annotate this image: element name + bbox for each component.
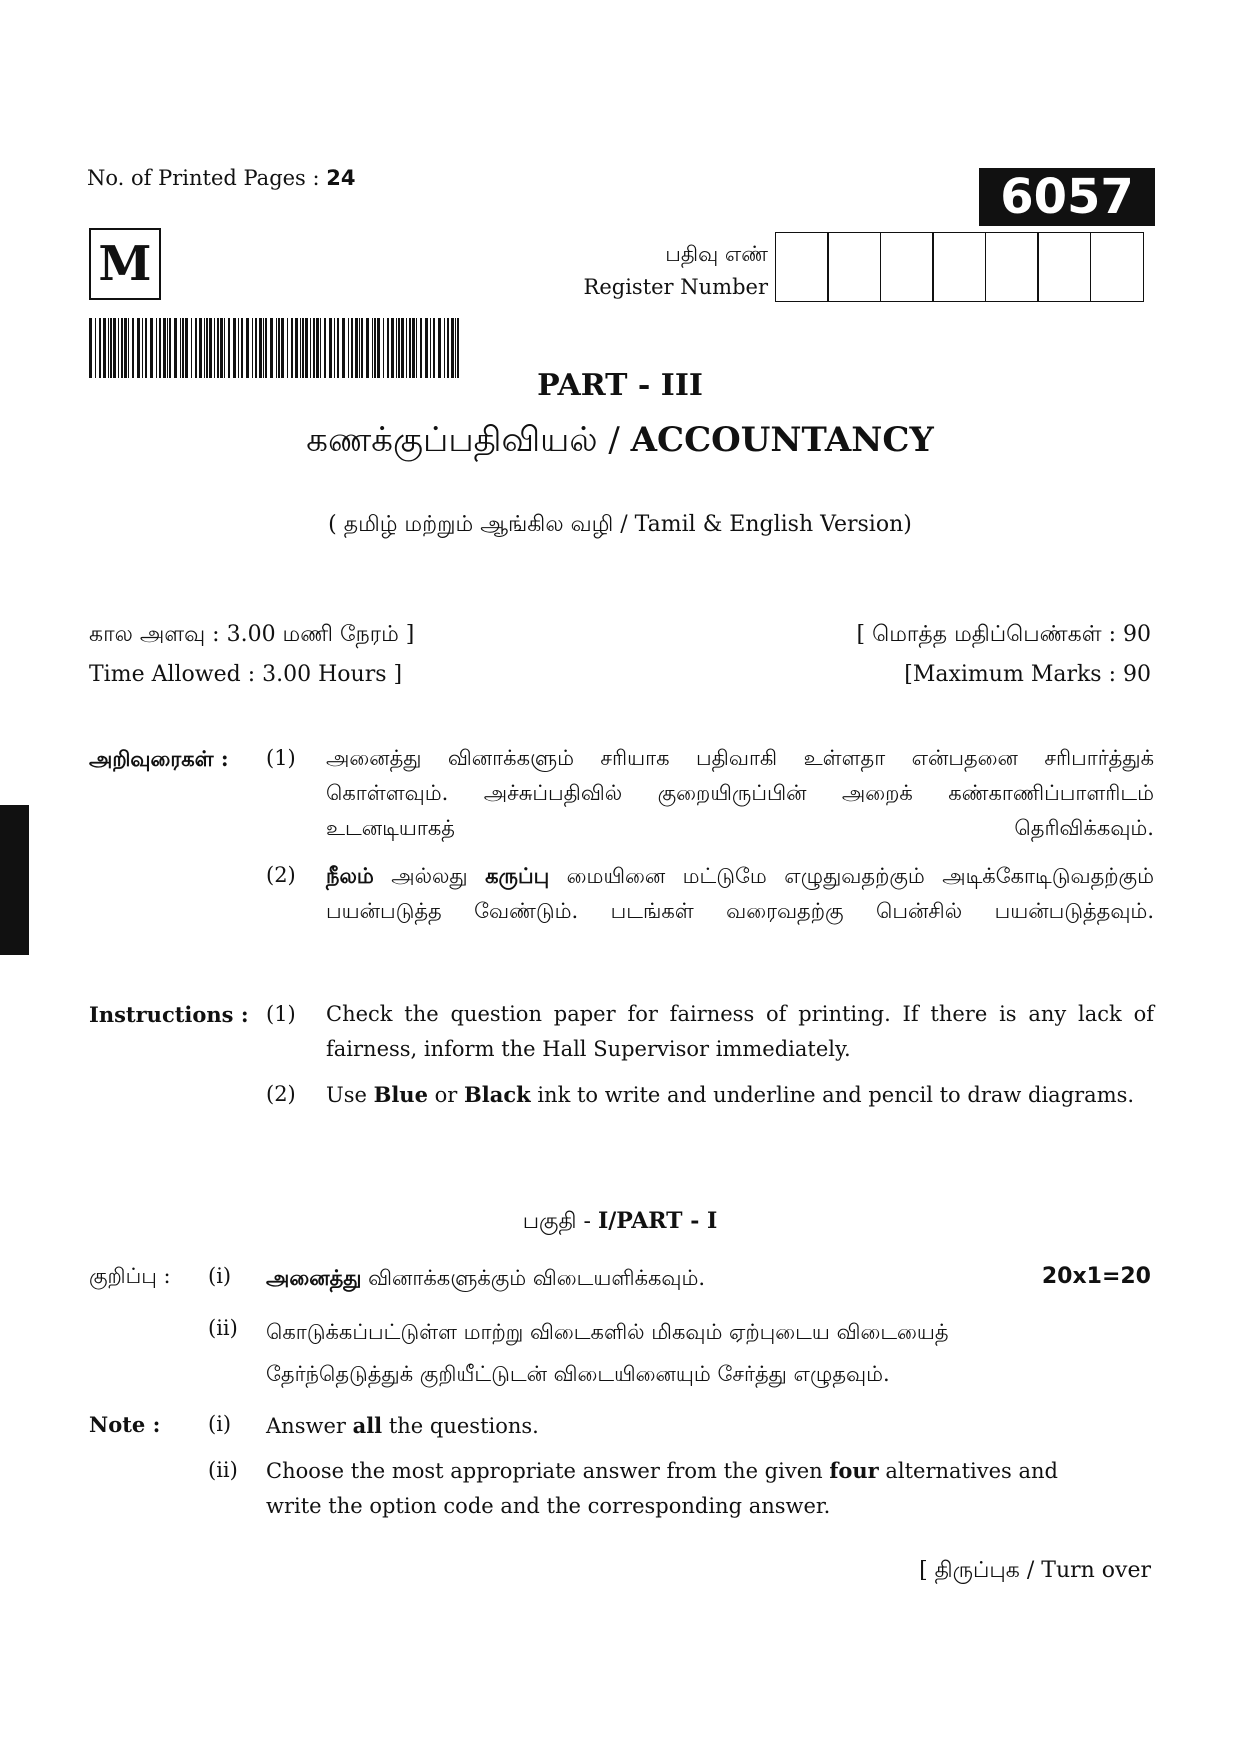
- text-fragment: வினாக்களுக்கும் விடையளிக்கவும்.: [361, 1266, 706, 1290]
- note-text: [266, 1453, 1096, 1524]
- note-number: (i): [208, 1412, 232, 1436]
- printed-pages: [87, 166, 356, 190]
- register-digit-cell[interactable]: [932, 232, 986, 302]
- text-fragment: alternatives and write the option code and the corresponding answer.: [266, 1459, 1058, 1518]
- subject-english: ACCOUNTANCY: [630, 420, 934, 460]
- all-word: all: [352, 1413, 383, 1438]
- register-label-tamil: பதிவு எண்: [665, 242, 768, 266]
- subject-tamil: கணக்குப்பதிவியல் /: [306, 420, 620, 460]
- note-text: [266, 1259, 1096, 1297]
- note-text: [266, 1407, 1096, 1445]
- note-english-heading: Note :: [89, 1412, 161, 1437]
- instruction-number: (1): [266, 1002, 296, 1026]
- instructions-english-heading: Instructions :: [89, 1002, 249, 1027]
- text-fragment: மையினை மட்டுமே எழுதுவதற்கும் அடிக்கோடிடுவதற்கும் பயன்படுத்த வேண்டும். படங்கள் வரைவதற்கு பென்சில் பயன்படுத்தவும்.: [326, 864, 1154, 923]
- text-fragment: அல்லது: [373, 864, 486, 888]
- turn-over: [ திருப்புக / Turn over: [919, 1558, 1151, 1583]
- version-line: ( தமிழ் மற்றும் ஆங்கில வழி / Tamil & English Version): [328, 512, 912, 537]
- note-number: (ii): [208, 1316, 238, 1340]
- max-marks-tamil: [ மொத்த மதிப்பெண்கள் : 90: [856, 622, 1151, 647]
- time-allowed-english: Time Allowed : 3.00 Hours ]: [89, 662, 403, 687]
- instruction-number: (2): [266, 863, 296, 887]
- series-letter: M: [89, 228, 161, 300]
- all-word-tamil: அனைத்து: [266, 1265, 362, 1290]
- note-number: (i): [208, 1264, 232, 1288]
- max-marks-english: [Maximum Marks : 90: [904, 662, 1151, 687]
- subject-title: [0, 420, 1240, 464]
- register-digit-cell[interactable]: [775, 232, 829, 302]
- register-digit-cell[interactable]: [1037, 232, 1091, 302]
- four-word: four: [829, 1458, 879, 1483]
- text-fragment: Choose the most appropriate answer from the given: [266, 1459, 830, 1483]
- instruction-number: (2): [266, 1082, 296, 1106]
- register-number-label: [540, 238, 768, 304]
- instruction-text: Check the question paper for fairness of printing. If there is any lack of fairness, inform the Hall Supervisor immediately.: [326, 1002, 1154, 1061]
- time-allowed-tamil: கால அளவு : 3.00 மணி நேரம் ]: [89, 622, 415, 647]
- marks-scheme: 20x1=20: [1041, 1264, 1151, 1289]
- black-word-tamil: கருப்பு: [485, 863, 550, 888]
- blue-word-tamil: நீலம்: [326, 863, 374, 888]
- instructions-tamil-heading: அறிவுரைகள் :: [89, 746, 229, 771]
- note-text: கொடுக்கப்பட்டுள்ள மாற்று விடைகளில் மிகவும் ஏற்புடைய விடையைத் தேர்ந்தெடுத்துக் குறியீட்டுடன் விடையினையும் சேர்த்து எழுதவும்.: [266, 1320, 949, 1386]
- register-digit-cell[interactable]: [880, 232, 934, 302]
- text-fragment: or: [427, 1083, 464, 1107]
- text-fragment: Use: [326, 1083, 374, 1107]
- blue-word: Blue: [373, 1082, 428, 1107]
- part-title: PART - III: [537, 368, 703, 403]
- instruction-text: [326, 1077, 1154, 1113]
- text-fragment: ink to write and underline and pencil to draw diagrams.: [530, 1083, 1135, 1107]
- black-word: Black: [463, 1082, 531, 1107]
- printed-pages-value: 24: [326, 166, 356, 190]
- instruction-text: அனைத்து வினாக்களும் சரியாக பதிவாகி உள்ளதா என்பதனை சரிபார்த்துக் கொள்ளவும். அச்சுப்பதிவில் குறையிருப்பின் அறைக் கண்காணிப்பாளரிடம் உடனடியாகத் தெரிவிக்கவும்.: [326, 746, 1154, 840]
- paper-code: 6057: [979, 168, 1155, 226]
- register-digit-cell[interactable]: [985, 232, 1039, 302]
- part-one-title: [0, 1208, 1240, 1237]
- register-number-grid[interactable]: [776, 232, 1144, 302]
- register-digit-cell[interactable]: [827, 232, 881, 302]
- part-one-title-english: I/PART - I: [597, 1208, 718, 1234]
- text-fragment: Answer: [266, 1414, 353, 1438]
- printed-pages-label: No. of Printed Pages :: [87, 166, 320, 190]
- part-one-title-tamil: பகுதி -: [522, 1209, 598, 1234]
- instruction-number: (1): [266, 746, 296, 770]
- register-label-english: Register Number: [583, 275, 768, 299]
- text-fragment: the questions.: [382, 1414, 539, 1438]
- edge-marker: [0, 805, 29, 955]
- note-number: (ii): [208, 1458, 238, 1482]
- register-digit-cell[interactable]: [1090, 232, 1144, 302]
- instruction-text: [326, 858, 1154, 929]
- note-tamil-heading: குறிப்பு :: [89, 1264, 171, 1288]
